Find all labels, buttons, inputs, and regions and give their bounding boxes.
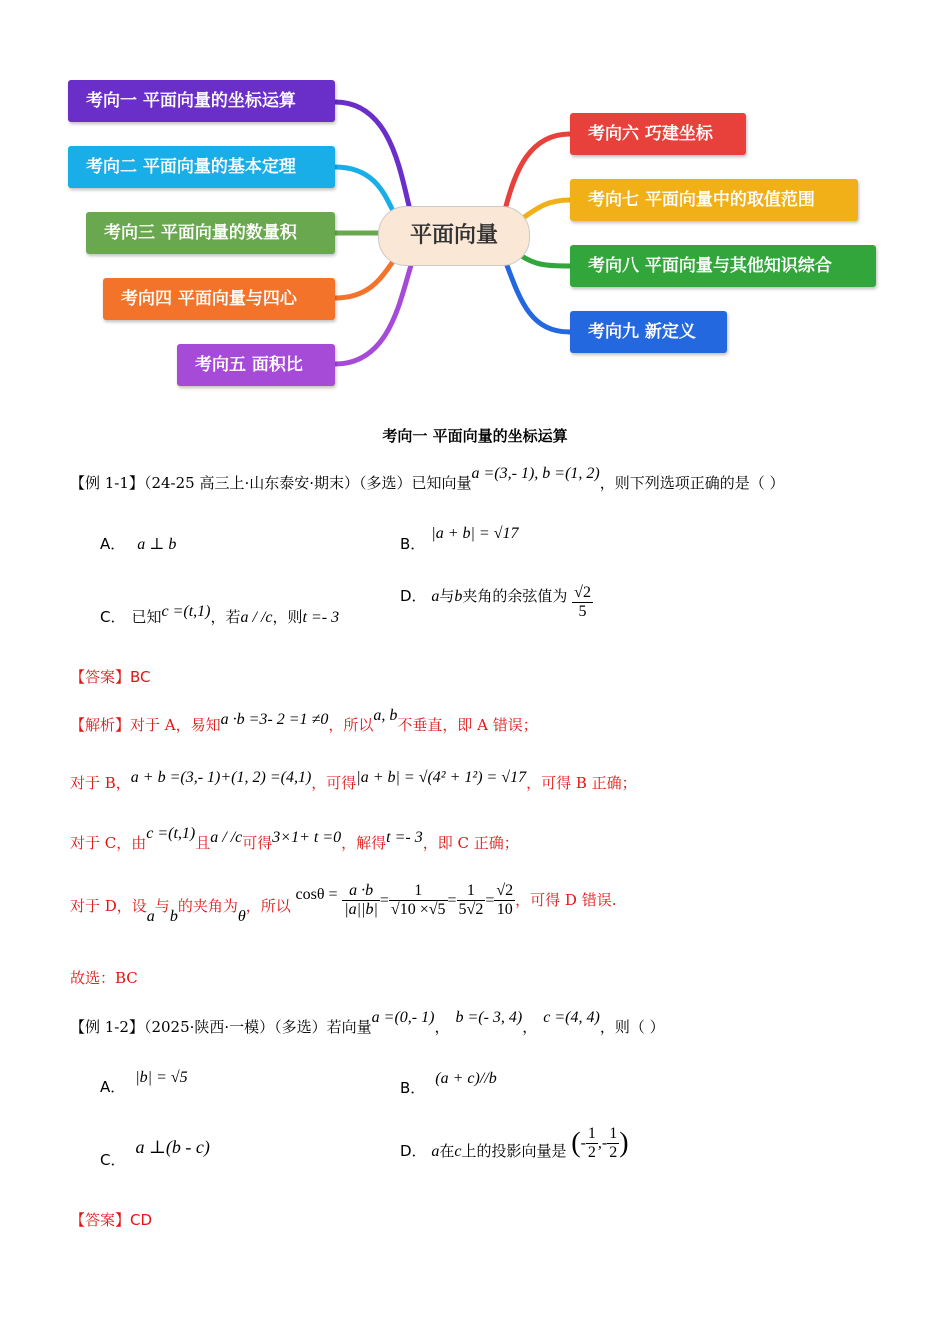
example-1-2-stem: 【例 1-2】（2025·陕西·一模）（多选）若向量a =(0,- 1)，b =(- 3, 4)，c =(4, 4)，则（ ） — [70, 1009, 665, 1036]
option-a: A． a ⊥ b — [100, 535, 177, 553]
topic-6: 考向六 巧建坐标 — [570, 113, 746, 155]
mind-map-center: 平面向量 — [378, 206, 530, 266]
option-2-b: B．(a + c)//b — [400, 1070, 497, 1097]
section-title: 考向一 平面向量的坐标运算 — [382, 427, 568, 445]
option-2-a: A．|b| = √5 — [100, 1069, 188, 1096]
topic-5: 考向五 面积比 — [177, 344, 335, 386]
example-source: （24-25 高三上·山东泰安·期末）（多选）已知向量 — [143, 474, 472, 492]
example-tag: 【例 1-1】 — [70, 474, 144, 492]
solution-b: 对于 B，a + b =(3,- 1)+(1, 2) =(4,1)，可得|a + b| = √(4² + 1²) = √17，可得 B 正确； — [70, 769, 637, 792]
topic-8: 考向八 平面向量与其他知识综合 — [570, 245, 876, 287]
given-vectors: a =(3,- 1), b =(1, 2) — [471, 465, 600, 482]
option-b: B．|a + b| = √17 — [400, 525, 519, 553]
conclusion-1-1: 故选：BC — [70, 969, 138, 987]
topic-9: 考向九 新定义 — [570, 311, 727, 353]
example-question: ，则下列选项正确的是（ ） — [599, 474, 785, 492]
fraction-sqrt2-over-5: $\frac{√2}{5}$ — [574, 584, 591, 620]
answer-1-2: 【答案】CD — [70, 1211, 153, 1229]
solution-c: 对于 C，由c =(t,1)且a / /c可得3×1+ t =0，解得t =- 3，即 C 正确； — [70, 825, 519, 852]
topic-1: 考向一 平面向量的坐标运算 — [68, 80, 335, 122]
topic-3: 考向三 平面向量的数量积 — [86, 212, 335, 254]
option-c: C． 已知c =(t,1)，若a / /c，则t =- 3 — [100, 603, 340, 626]
mind-map — [0, 60, 950, 400]
solution-a: 【解析】对于 A，易知a ·b =3- 2 =1 ≠0，所以a, b不垂直，即 A 错误； — [70, 707, 538, 734]
option-2-d: D． a在c上的投影向量是 (- $\frac{1}{2}$ ,- $\frac{1}{2}$ ) — [400, 1125, 629, 1161]
topic-2: 考向二 平面向量的基本定理 — [68, 146, 335, 188]
topic-4: 考向四 平面向量与四心 — [103, 278, 335, 320]
topic-7: 考向七 平面向量中的取值范围 — [570, 179, 858, 221]
answer-1-1: 【答案】BC — [70, 668, 151, 686]
option-d: D． a与b夹角的余弦值为 $\frac{√2}{5}$ — [400, 584, 591, 620]
option-2-c: C．a ⊥(b - c) — [100, 1137, 210, 1169]
example-1-1-stem — [70, 465, 785, 493]
solution-d: 对于 D，设a与b的夹角为θ，所以 cosθ = $\frac{a \cdot b}{|a||b|}$ = $\frac{1}{√10 \times√5}$ = $\frac{1}{5√2}$ = $\frac{√2}{10}$ ，可得 D 错误. — [70, 882, 617, 925]
